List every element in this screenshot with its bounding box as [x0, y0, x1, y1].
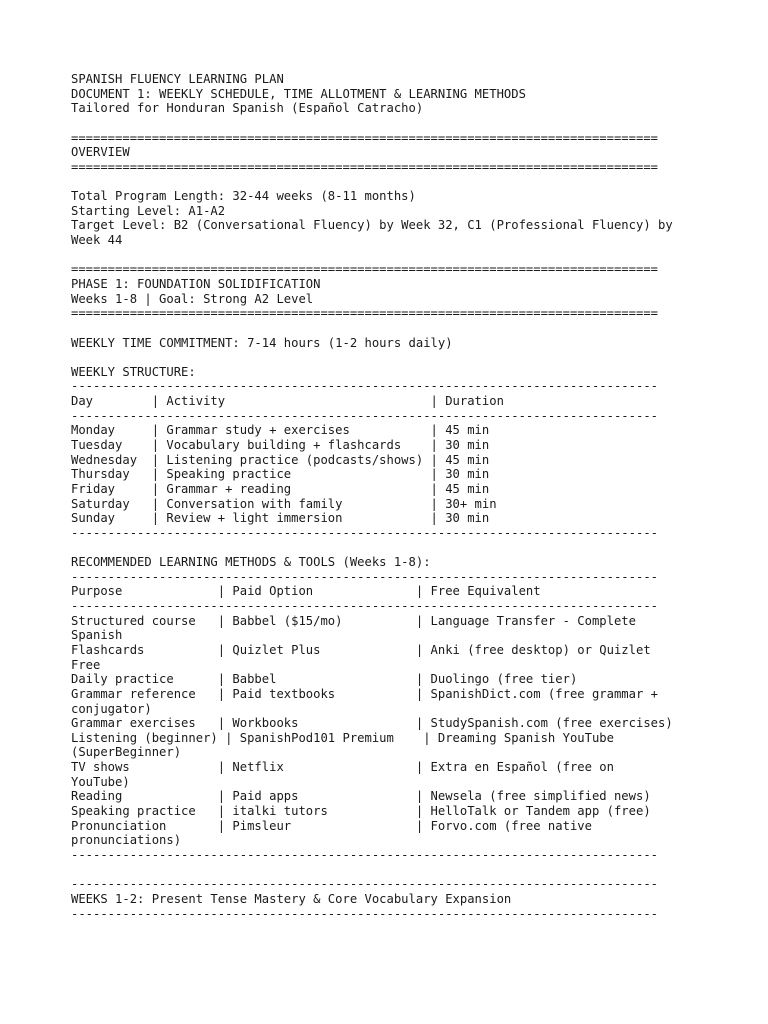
blank-line — [71, 350, 761, 365]
document-line: Speaking practice | italki tutors | HelloTalk or Tandem app (free) — [71, 804, 651, 819]
document-line: WEEKLY STRUCTURE: — [71, 364, 196, 379]
blank-line — [71, 248, 761, 263]
table-rule: -------------------------------------------------------------------------------- — [71, 525, 658, 540]
blank-line — [71, 541, 761, 556]
document-line: Friday | Grammar + reading | 45 min — [71, 481, 490, 496]
document-line: Day | Activity | Duration — [71, 394, 504, 409]
section-rule: ================================================================================ — [71, 306, 658, 321]
blank-line — [71, 863, 761, 878]
document-line: Daily practice | Babbel | Duolingo (free tier) — [71, 672, 578, 687]
document-line: Tuesday | Vocabulary building + flashcards | 30 min — [71, 438, 490, 453]
document-line: Week 44 — [71, 233, 123, 248]
document-line: Free — [71, 657, 101, 672]
table-rule: -------------------------------------------------------------------------------- — [71, 408, 658, 423]
document-line: Monday | Grammar study + exercises | 45 min — [71, 423, 490, 438]
table-rule: -------------------------------------------------------------------------------- — [71, 599, 658, 614]
document-line: Reading | Paid apps | Newsela (free simplified news) — [71, 789, 651, 804]
document-line: Grammar exercises | Workbooks | StudySpanish.com (free exercises) — [71, 716, 673, 731]
document-line: Sunday | Review + light immersion | 30 min — [71, 511, 490, 526]
document-line: SPANISH FLUENCY LEARNING PLAN — [71, 72, 284, 86]
document-line: pronunciations) — [71, 833, 182, 848]
document-line: conjugator) — [71, 701, 152, 716]
document-line: Target Level: B2 (Conversational Fluency) by Week 32, C1 (Professional Fluency) by — [71, 218, 673, 233]
document-line: Thursday | Speaking practice | 30 min — [71, 467, 490, 482]
table-rule: -------------------------------------------------------------------------------- — [71, 569, 658, 584]
document-line: Grammar reference | Paid textbooks | SpanishDict.com (free grammar + — [71, 686, 658, 701]
document-line: Total Program Length: 32-44 weeks (8-11 months) — [71, 189, 416, 204]
table-rule: -------------------------------------------------------------------------------- — [71, 877, 658, 892]
document-line: Saturday | Conversation with family | 30+ min — [71, 496, 497, 511]
document-line: Tailored for Honduran Spanish (Español Catracho) — [71, 101, 424, 116]
table-rule: -------------------------------------------------------------------------------- — [71, 847, 658, 862]
section-rule: ================================================================================ — [71, 262, 658, 277]
document-line: Flashcards | Quizlet Plus | Anki (free desktop) or Quizlet — [71, 642, 651, 657]
document-line: YouTube) — [71, 774, 130, 789]
document-line: Listening (beginner) | SpanishPod101 Premium | Dreaming Spanish YouTube — [71, 730, 614, 745]
document-line: Structured course | Babbel ($15/mo) | Language Transfer - Complete — [71, 613, 636, 628]
document-line: Weeks 1-8 | Goal: Strong A2 Level — [71, 291, 314, 306]
document-line: Pronunciation | Pimsleur | Forvo.com (free native — [71, 818, 592, 833]
blank-line — [71, 116, 761, 131]
table-rule: -------------------------------------------------------------------------------- — [71, 906, 658, 921]
document-line: Spanish — [71, 628, 123, 643]
document-text — [71, 72, 761, 921]
table-rule: -------------------------------------------------------------------------------- — [71, 379, 658, 394]
section-rule: ================================================================================ — [71, 159, 658, 174]
blank-line — [71, 321, 761, 336]
document-line: WEEKS 1-2: Present Tense Mastery & Core Vocabulary Expansion — [71, 891, 512, 906]
document-line: (SuperBeginner) — [71, 745, 182, 760]
document-line: TV shows | Netflix | Extra en Español (free on — [71, 760, 614, 775]
document-line: RECOMMENDED LEARNING METHODS & TOOLS (Weeks 1-8): — [71, 555, 431, 570]
document-line: PHASE 1: FOUNDATION SOLIDIFICATION — [71, 276, 321, 291]
document-line: DOCUMENT 1: WEEKLY SCHEDULE, TIME ALLOTMENT & LEARNING METHODS — [71, 86, 526, 101]
document-line: Starting Level: A1-A2 — [71, 203, 226, 218]
document-line: WEEKLY TIME COMMITMENT: 7-14 hours (1-2 hours daily) — [71, 335, 453, 350]
section-rule: ================================================================================ — [71, 130, 658, 145]
blank-line — [71, 174, 761, 189]
document-line: OVERVIEW — [71, 145, 130, 160]
document-line: Purpose | Paid Option | Free Equivalent — [71, 584, 541, 599]
document-line: Wednesday | Listening practice (podcasts/shows) | 45 min — [71, 452, 490, 467]
